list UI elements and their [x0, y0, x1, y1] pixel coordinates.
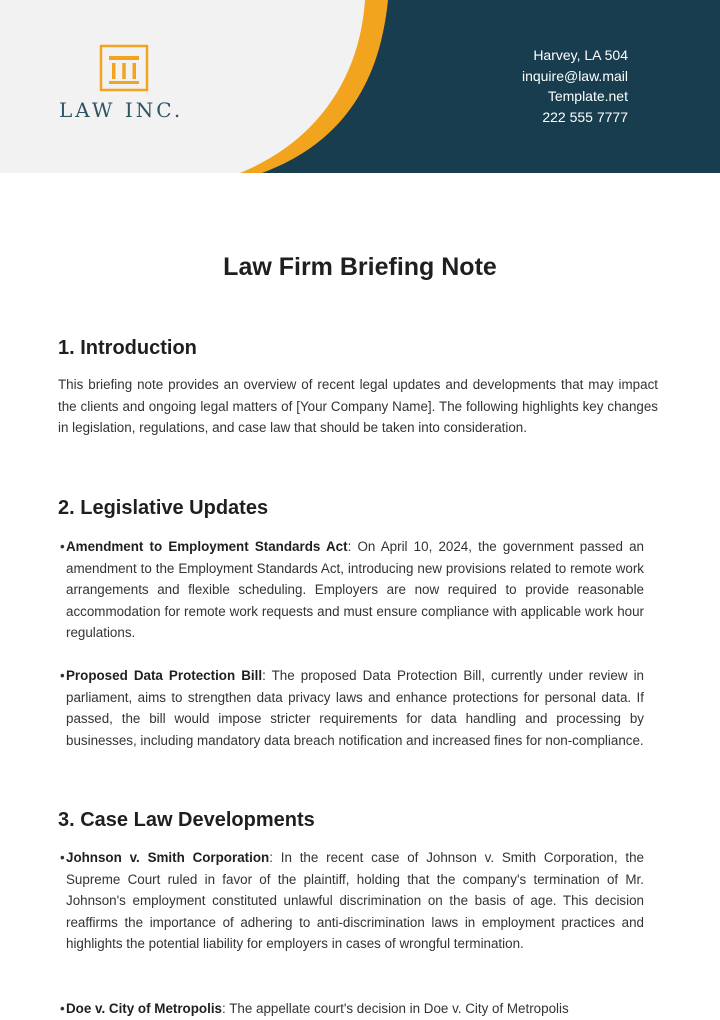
contact-info: [522, 45, 628, 127]
contact-address: Harvey, LA 504: [533, 47, 628, 63]
brand-name: LAW INC.: [59, 98, 184, 122]
bullet-label: Amendment to Employment Standards Act: [66, 539, 348, 554]
section-heading-legislative-updates: 2. Legislative Updates: [58, 497, 269, 519]
bullet-icon: •: [60, 668, 65, 683]
introduction-paragraph: This briefing note provides an overview of recent legal updates and developments that may impact the clients and ongoing legal matters of [Your Company Name]. The following highlights key changes in legislation, regulations, and case law that should be taken into consideration.: [58, 377, 658, 435]
bullet-label: Johnson v. Smith Corporation: [66, 850, 270, 865]
contact-phone: 222 555 7777: [542, 108, 628, 125]
contact-email[interactable]: inquire@law.mail: [521, 67, 628, 84]
bullet-label: Doe v. City of Metropolis: [66, 1001, 222, 1016]
document-title: Law Firm Briefing Note: [223, 253, 497, 281]
bullet-text: : The appellate court's decision in Doe v. City of Metropolis: [222, 1001, 569, 1016]
bullet-icon: •: [60, 1001, 65, 1016]
bullet-text: : On April 10, 2024, the government passed an amendment to the Employment Standards Act, introducing new provisions related to remote work arrangements and flexible scheduling. Employers are now required to provide reasonable accommodation for remote work requests and must ensure compliance with applicable work hour regulations.: [66, 539, 644, 640]
section-heading-case-law: 3. Case Law Developments: [58, 809, 315, 831]
pillar-icon: [99, 44, 149, 92]
list-item: [60, 847, 644, 955]
bullet-icon: •: [60, 539, 65, 554]
letterhead: [0, 0, 720, 173]
bullet-label: Proposed Data Protection Bill: [66, 668, 263, 683]
bullet-text: : The proposed Data Protection Bill, currently under review in parliament, aims to strengthen data privacy laws and enhance protections for personal data. If passed, the bill would impose stricter requirements for data handling and processing by businesses, including mandatory data breach notification and increased fines for non-compliance.: [66, 668, 644, 748]
list-item: [60, 536, 644, 644]
bullet-icon: •: [60, 850, 65, 865]
contact-website[interactable]: Template.net: [547, 88, 628, 104]
bullet-text: : In the recent case of Johnson v. Smith Corporation, the Supreme Court ruled in favor of the plaintiff, holding that the company's termination of Mr. Johnson's employment constituted unlawful discrimination on the basis of age. This decision reaffirms the importance of adhering to anti-discrimination laws in employment practices and highlights the potential liability for employers in cases of wrongful termination.: [66, 850, 644, 951]
section-heading-introduction: 1. Introduction: [58, 337, 197, 359]
list-item: [60, 665, 644, 751]
list-item: [60, 998, 644, 1020]
